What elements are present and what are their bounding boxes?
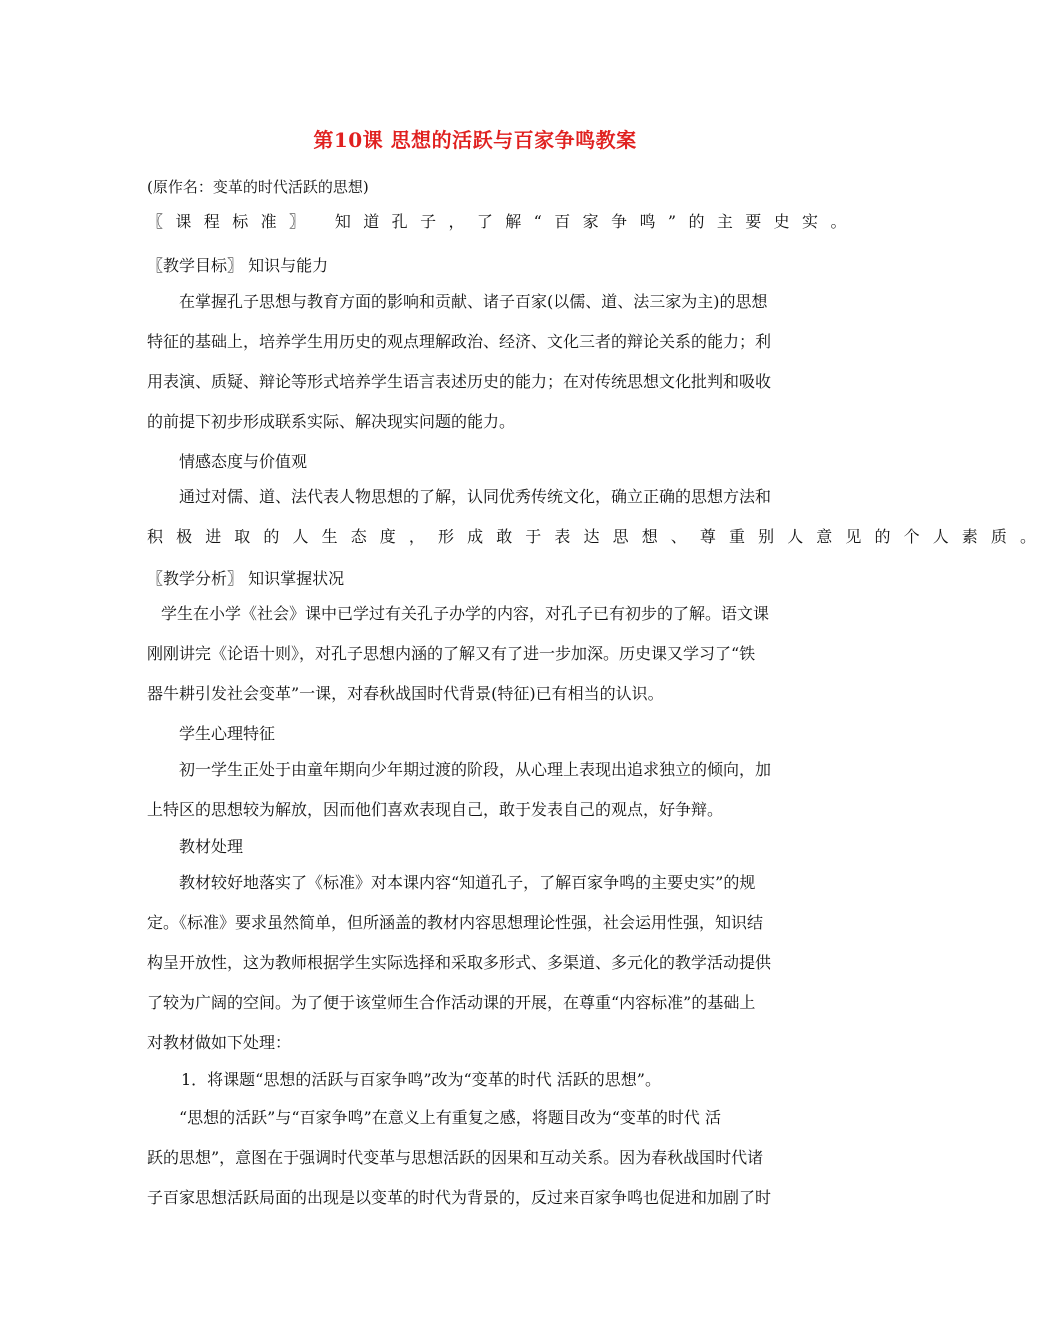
material-paragraph-line: 构呈开放性，这为教师根据学生实际选择和采取多形式、多渠道、多元化的教学活动提供: [147, 953, 772, 972]
material-heading: 教材处理: [179, 837, 244, 856]
emotion-heading: 情感态度与价值观: [179, 452, 308, 471]
item1-paragraph-line: 子百家思想活跃局面的出现是以变革的时代为背景的，反过来百家争鸣也促进和加剧了时: [147, 1188, 772, 1207]
analysis-paragraph-line: 器牛耕引发社会变革”一课，对春秋战国时代背景(特征)已有相当的认识。: [147, 684, 664, 703]
emotion-paragraph-line: [147, 525, 1049, 549]
material-paragraph-line: 教材较好地落实了《标准》对本课内容“知道孔子，了解百家争鸣的主要史实”的规: [179, 873, 756, 892]
psych-paragraph-line: 初一学生正处于由童年期向少年期过渡的阶段，从心理上表现出追求独立的倾向，加: [179, 760, 772, 779]
analysis-paragraph-line: 学生在小学《社会》课中已学过有关孔子办学的内容，对孔子已有初步的了解。语文课: [161, 604, 770, 623]
psych-paragraph-line: 上特区的思想较为解放，因而他们喜欢表现自己，敢于发表自己的观点，好争辩。: [147, 800, 724, 819]
goal-paragraph-line: 在掌握孔子思想与教育方面的影响和贡献、诸子百家(以儒、道、法三家为主)的思想: [179, 292, 768, 311]
material-paragraph-line: 对教材做如下处理：: [147, 1033, 292, 1052]
list-item-1: 1．将课题“思想的活跃与百家争鸣”改为“变革的时代 活跃的思想”。: [181, 1070, 661, 1089]
emotion-paragraph-line: 通过对儒、道、法代表人物思想的了解，认同优秀传统文化，确立正确的思想方法和: [179, 487, 772, 506]
item1-paragraph-line: 跃的思想”，意图在于强调时代变革与思想活跃的因果和互动关系。因为春秋战国时代诸: [147, 1148, 764, 1167]
curriculum-standard-text: 〖课程标准〗 知道孔子，了解“百家争鸣”的主要史实。: [147, 212, 859, 231]
analysis-paragraph-line: 刚刚讲完《论语十则》，对孔子思想内涵的了解又有了进一步加深。历史课又学习了“铁: [147, 644, 756, 663]
goal-heading: 〖教学目标〗 知识与能力: [147, 256, 329, 275]
curriculum-standard: [147, 210, 859, 234]
goal-paragraph-line: 用表演、质疑、辩论等形式培养学生语言表述历史的能力；在对传统思想文化批判和吸收: [147, 372, 772, 391]
material-paragraph-line: 了较为广阔的空间。为了便于该堂师生合作活动课的开展，在尊重“内容标准”的基础上: [147, 993, 756, 1012]
item1-paragraph-line: “思想的活跃”与“百家争鸣”在意义上有重复之感，将题目改为“变革的时代 活: [179, 1108, 721, 1127]
document-title: 第10课 思想的活跃与百家争鸣教案: [313, 128, 637, 152]
goal-paragraph-line: 特征的基础上，培养学生用历史的观点理解政治、经济、文化三者的辩论关系的能力；利: [147, 332, 772, 351]
material-paragraph-line: 定。《标准》要求虽然简单，但所涵盖的教材内容思想理论性强，社会运用性强，知识结: [147, 913, 764, 932]
analysis-heading: 〖教学分析〗 知识掌握状况: [147, 569, 345, 588]
psych-heading: 学生心理特征: [179, 724, 276, 743]
original-name: (原作名：变革的时代活跃的思想): [147, 178, 369, 196]
goal-paragraph-line: 的前提下初步形成联系实际、解决现实问题的能力。: [147, 412, 516, 431]
emotion-paragraph-text: 积极进取的人生态度，形成敢于表达思想、尊重别人意见的个人素质。: [147, 527, 1049, 546]
